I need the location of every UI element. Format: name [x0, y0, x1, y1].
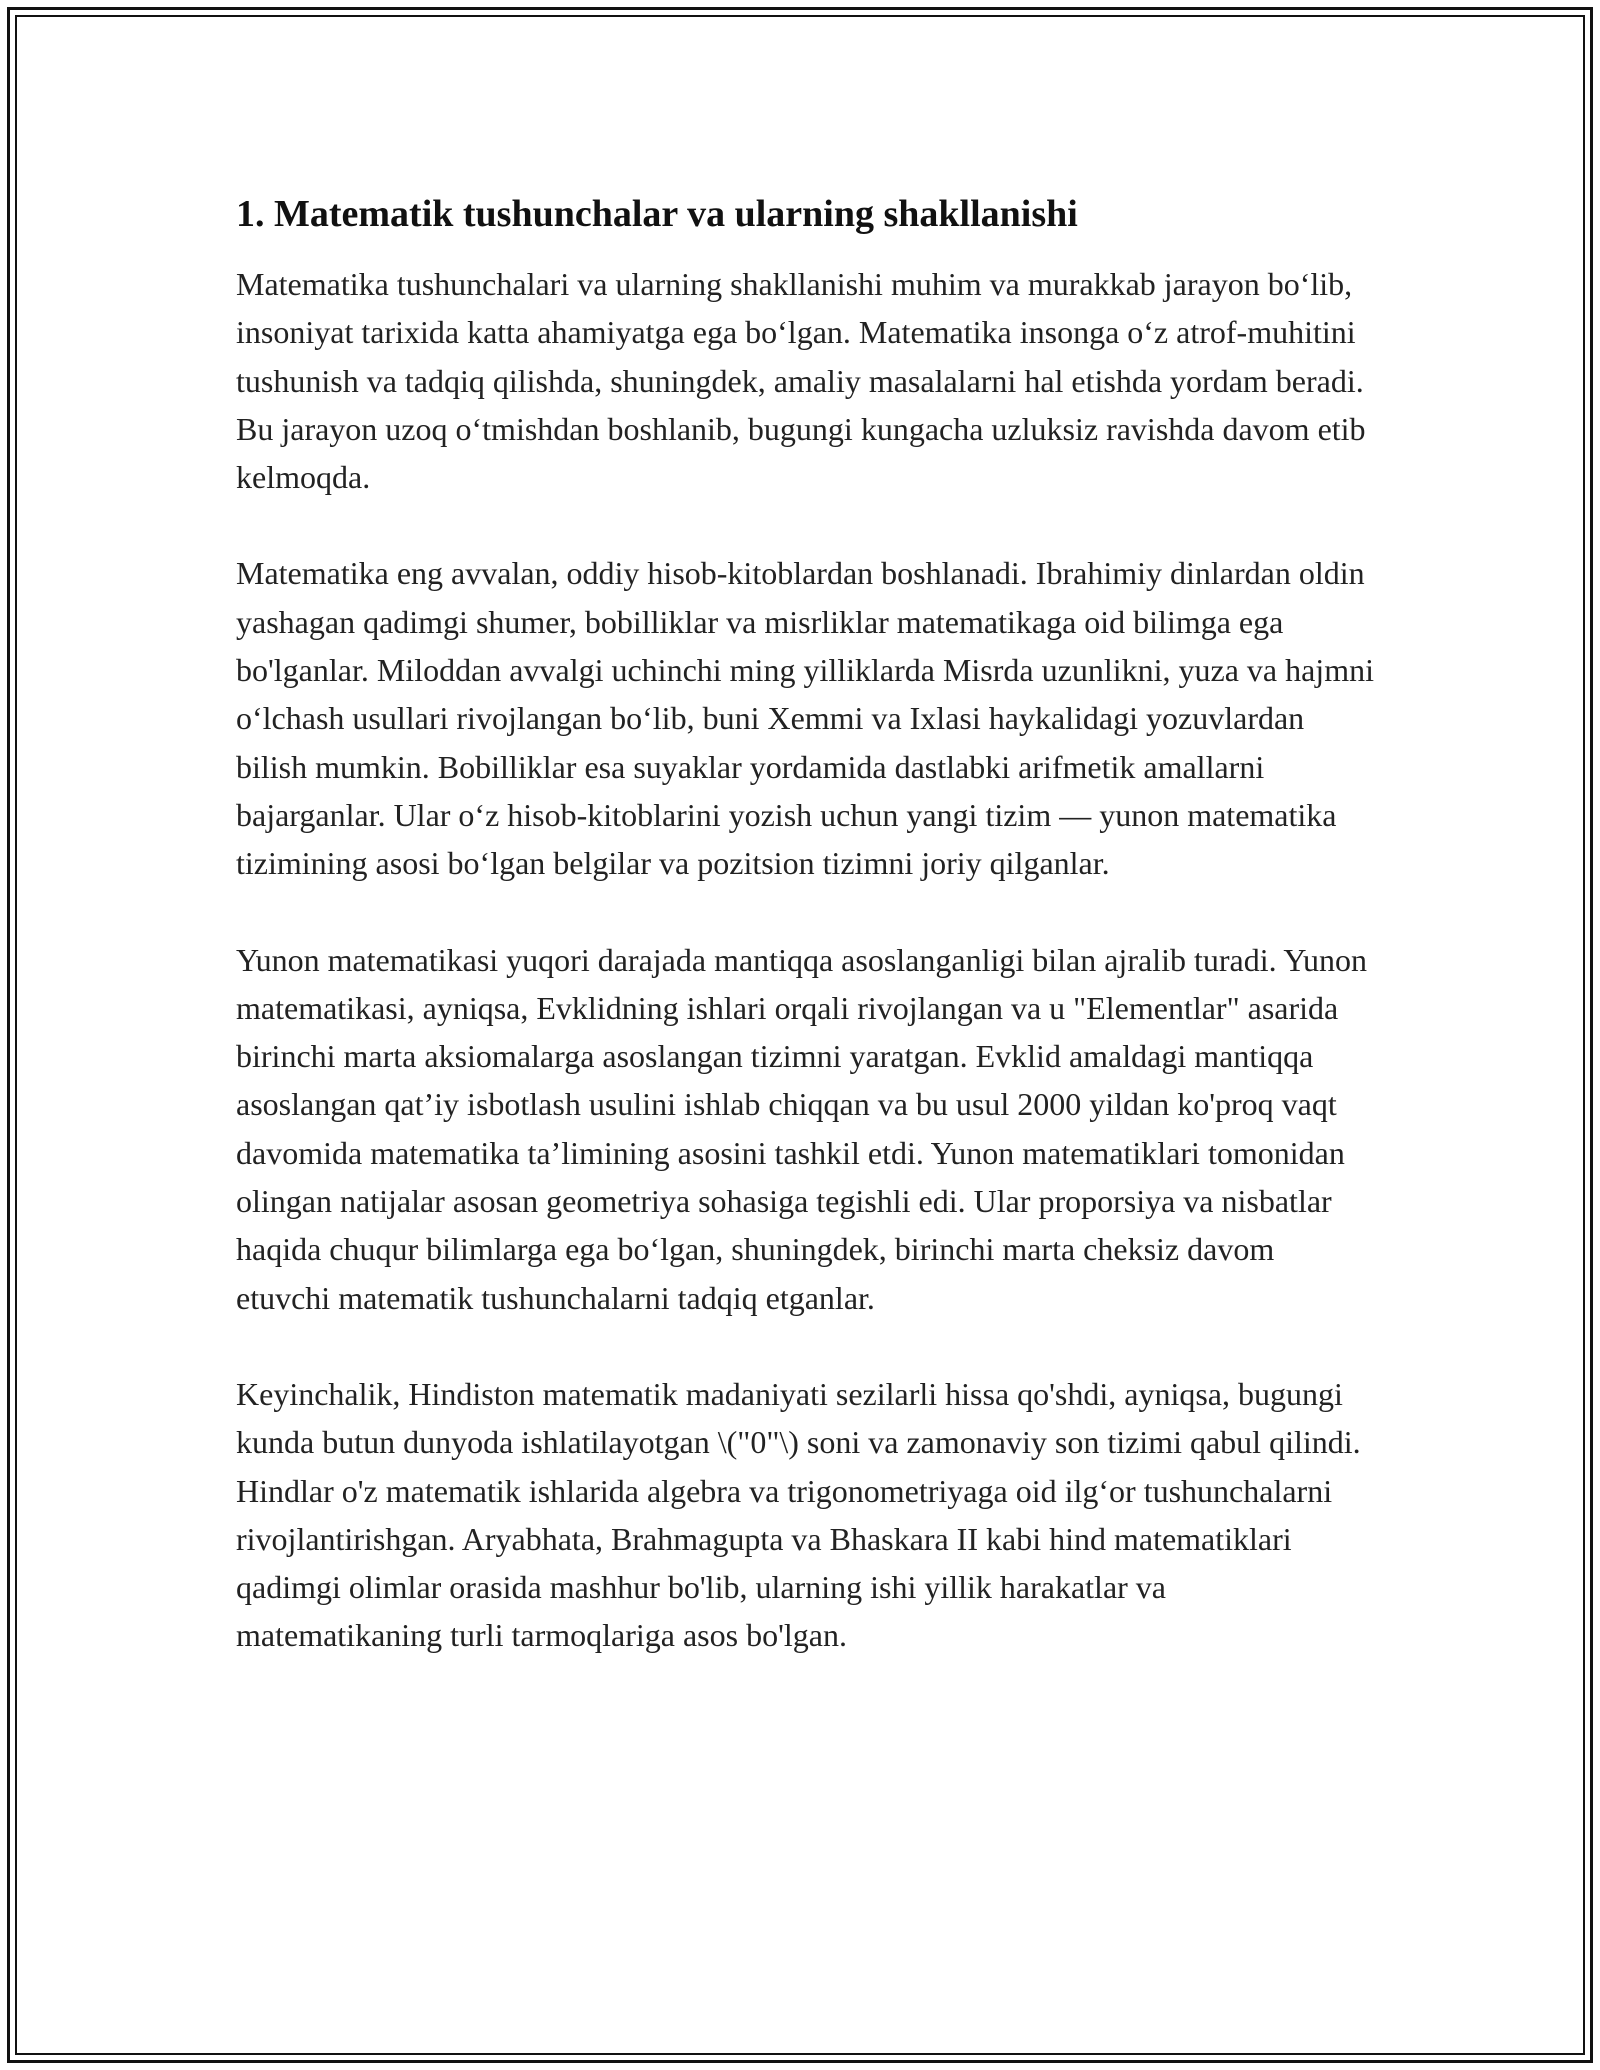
section-title: 1. Matematik tushunchalar va ularning shakllanishi	[236, 193, 1078, 235]
paragraph-4: Keyinchalik, Hindiston matematik madaniyati sezilarli hissa qo'shdi, ayniqsa, bugungi kunda butun dunyoda ishlatilayotgan \("0"\) soni va zamonaviy son tizimi qabul qilindi. Hindlar o'z matematik ishlarida algebra va trigonometriyaga oid ilg‘or tushunchalarni rivojlantirishgan. Aryabhata, Brahmagupta va Bhaskara II kabi hind matematiklari qadimgi olimlar orasida mashhur bo'lib, ularning ishi yillik harakatlar va matematikaning turli tarmoqlariga asos bo'lgan.	[236, 1375, 1361, 1654]
paragraph-2: Matematika eng avvalan, oddiy hisob-kitoblardan boshlanadi. Ibrahimiy dinlardan oldin yashagan qadimgi shumer, bobilliklar va misrliklar matematikaga oid bilimga ega bo'lganlar. Miloddan avvalgi uchinchi ming yilliklarda Misrda uzunlikni, yuza va hajmni o‘lchash usullari rivojlangan bo‘lib, buni Xemmi va Ixlasi haykalidagi yozuvlardan bilish mumkin. Bobilliklar esa suyaklar yordamida dastlabki arifmetik amallarni bajarganlar. Ular o‘z hisob-kitoblarini yozish uchun yangi tizim — yunon matematika tizimining asosi bo‘lgan belgilar va pozitsion tizimni joriy qilganlar.	[236, 555, 1374, 882]
paragraph-1: Matematika tushunchalari va ularning shakllanishi muhim va murakkab jarayon bo‘lib, insoniyat tarixida katta ahamiyatga ega bo‘lgan. Matematika insonga o‘z atrof-muhitini tushunish va tadqiq qilishda, shuningdek, amaliy masalalarni hal etishda yordam beradi. Bu jarayon uzoq o‘tmishdan boshlanib, bugungi kungacha uzluksiz ravishda davom etib kelmoqda.	[236, 266, 1366, 496]
document-body	[236, 190, 1376, 1660]
paragraph-3: Yunon matematikasi yuqori darajada mantiqqa asoslanganligi bilan ajralib turadi. Yunon matematikasi, ayniqsa, Evklidning ishlari orqali rivojlangan va u "Elementlar" asarida birinchi marta aksiomalarga asoslangan tizimni yaratgan. Evklid amaldagi mantiqqa asoslangan qat’iy isbotlash usulini ishlab chiqqan va bu usul 2000 yildan ko'proq vaqt davomida matematika ta’limining asosini tashkil etdi. Yunon matematiklari tomonidan olingan natijalar asosan geometriya sohasiga tegishli edi. Ular proporsiya va nisbatlar haqida chuqur bilimlarga ega bo‘lgan, shuningdek, birinchi marta cheksiz davom etuvchi matematik tushunchalarni tadqiq etganlar.	[236, 941, 1367, 1316]
